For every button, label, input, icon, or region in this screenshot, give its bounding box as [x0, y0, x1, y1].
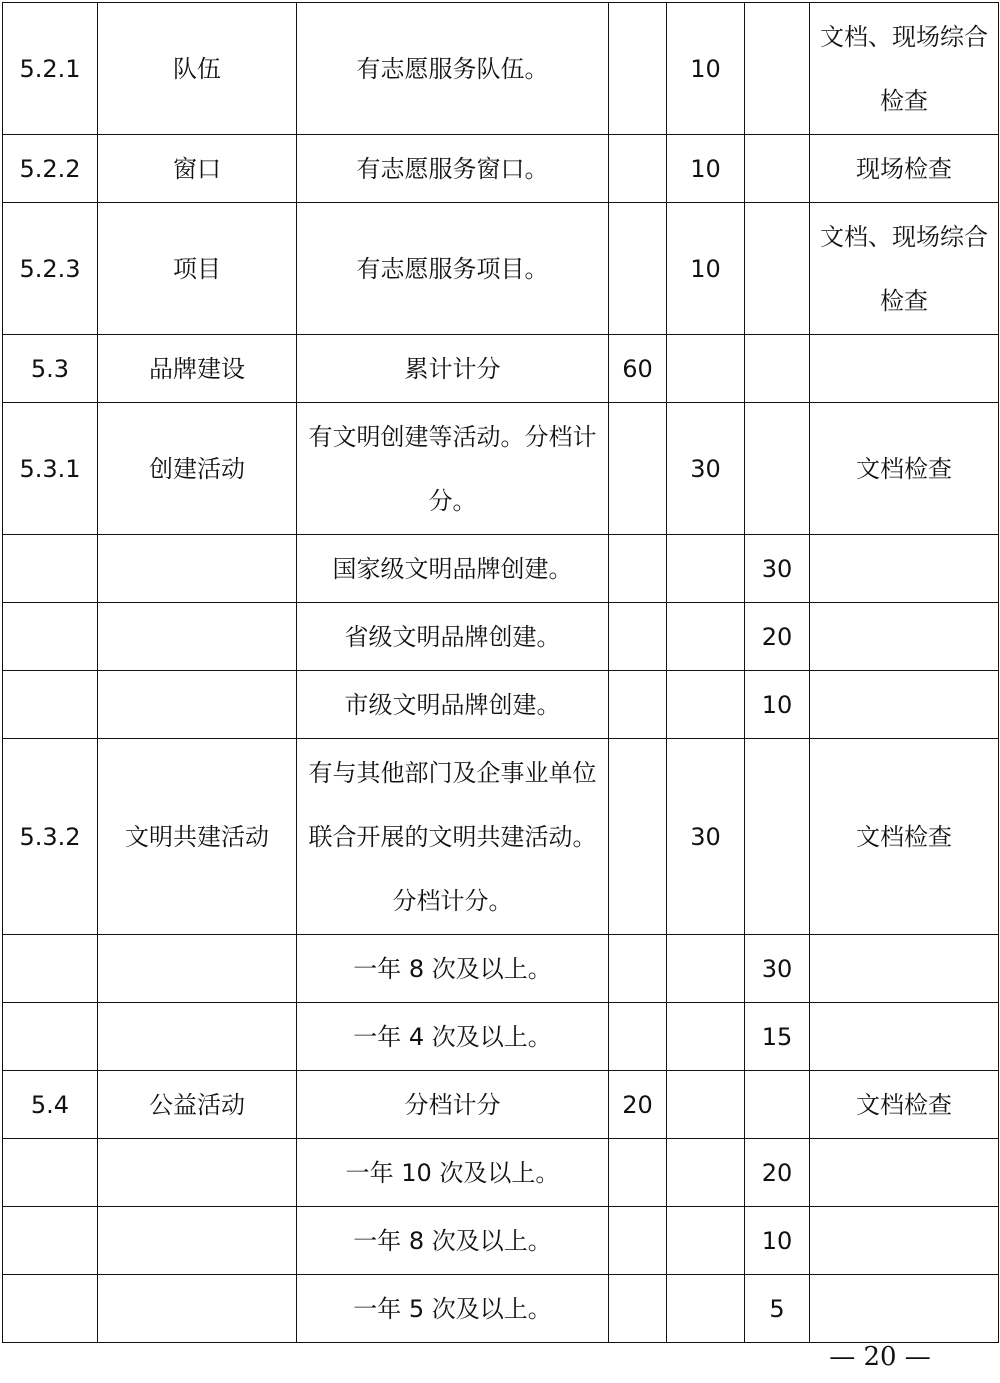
row-code: 5.3.2: [3, 739, 98, 935]
row-tier-score: 30: [745, 935, 810, 1003]
row-check-method: 现场检查: [810, 135, 999, 203]
row-item: [98, 1275, 297, 1343]
row-item-score: 10: [667, 135, 745, 203]
row-group-score: [609, 1003, 667, 1071]
row-tier-score: [745, 403, 810, 535]
row-item-score: [667, 1207, 745, 1275]
row-item-score: [667, 671, 745, 739]
row-group-score: [609, 203, 667, 335]
row-tier-score: 15: [745, 1003, 810, 1071]
row-group-score: [609, 603, 667, 671]
row-group-score: [609, 3, 667, 135]
row-group-score: 60: [609, 335, 667, 403]
table-row: [3, 603, 999, 671]
row-description: 市级文明品牌创建。: [297, 671, 609, 739]
row-tier-score: 10: [745, 671, 810, 739]
table-row: [3, 203, 999, 335]
row-description: 一年 10 次及以上。: [297, 1139, 609, 1207]
table-row: [3, 1071, 999, 1139]
row-description: 有志愿服务队伍。: [297, 3, 609, 135]
row-tier-score: [745, 203, 810, 335]
row-code: 5.3: [3, 335, 98, 403]
table-row: [3, 1003, 999, 1071]
row-check-method: [810, 1003, 999, 1071]
row-item-score: [667, 1003, 745, 1071]
row-description: 累计计分: [297, 335, 609, 403]
row-item-score: [667, 1275, 745, 1343]
table-row: [3, 135, 999, 203]
row-description: 有志愿服务窗口。: [297, 135, 609, 203]
table-row: [3, 671, 999, 739]
row-item: 文明共建活动: [98, 739, 297, 935]
row-item: [98, 1139, 297, 1207]
row-description: 有与其他部门及企事业单位联合开展的文明共建活动。分档计分。: [297, 739, 609, 935]
row-item: 窗口: [98, 135, 297, 203]
row-item: 品牌建设: [98, 335, 297, 403]
row-item-score: 30: [667, 403, 745, 535]
row-check-method: [810, 1207, 999, 1275]
row-item-score: [667, 603, 745, 671]
row-check-method: 文档、现场综合检查: [810, 3, 999, 135]
row-group-score: [609, 739, 667, 935]
row-group-score: [609, 535, 667, 603]
row-tier-score: [745, 335, 810, 403]
row-group-score: [609, 1139, 667, 1207]
row-tier-score: [745, 1071, 810, 1139]
row-item-score: [667, 535, 745, 603]
table-row: [3, 935, 999, 1003]
table-row: [3, 403, 999, 535]
table-row: [3, 1207, 999, 1275]
row-item: [98, 1207, 297, 1275]
row-tier-score: 10: [745, 1207, 810, 1275]
row-code: 5.2.3: [3, 203, 98, 335]
row-item-score: 10: [667, 3, 745, 135]
row-check-method: [810, 1275, 999, 1343]
row-code: [3, 935, 98, 1003]
table-row: [3, 535, 999, 603]
row-code: [3, 1003, 98, 1071]
row-code: [3, 1207, 98, 1275]
row-code: 5.2.1: [3, 3, 98, 135]
row-description: 有文明创建等活动。分档计分。: [297, 403, 609, 535]
row-description: 一年 8 次及以上。: [297, 1207, 609, 1275]
row-check-method: 文档检查: [810, 739, 999, 935]
table-row: [3, 3, 999, 135]
row-group-score: 20: [609, 1071, 667, 1139]
row-tier-score: [745, 739, 810, 935]
row-description: 一年 5 次及以上。: [297, 1275, 609, 1343]
row-description: 一年 8 次及以上。: [297, 935, 609, 1003]
row-group-score: [609, 671, 667, 739]
row-tier-score: 5: [745, 1275, 810, 1343]
row-item: [98, 671, 297, 739]
row-item-score: [667, 335, 745, 403]
row-check-method: [810, 935, 999, 1003]
row-item: [98, 1003, 297, 1071]
row-description: 分档计分: [297, 1071, 609, 1139]
row-item: [98, 603, 297, 671]
row-check-method: [810, 335, 999, 403]
row-group-score: [609, 135, 667, 203]
row-group-score: [609, 935, 667, 1003]
row-check-method: [810, 671, 999, 739]
table-row: [3, 1275, 999, 1343]
row-item: 项目: [98, 203, 297, 335]
scoring-table: [2, 2, 999, 1343]
row-description: 一年 4 次及以上。: [297, 1003, 609, 1071]
row-group-score: [609, 1275, 667, 1343]
row-code: [3, 1139, 98, 1207]
row-item: 创建活动: [98, 403, 297, 535]
row-tier-score: [745, 135, 810, 203]
row-item: [98, 535, 297, 603]
row-item-score: [667, 1139, 745, 1207]
row-check-method: 文档检查: [810, 403, 999, 535]
table-row: [3, 1139, 999, 1207]
row-item-score: 30: [667, 739, 745, 935]
row-item-score: [667, 1071, 745, 1139]
row-check-method: [810, 603, 999, 671]
row-description: 有志愿服务项目。: [297, 203, 609, 335]
row-code: [3, 603, 98, 671]
row-tier-score: 20: [745, 603, 810, 671]
page-number: — 20 —: [829, 1342, 931, 1372]
row-item: 队伍: [98, 3, 297, 135]
row-description: 国家级文明品牌创建。: [297, 535, 609, 603]
table-row: [3, 739, 999, 935]
row-tier-score: [745, 3, 810, 135]
row-check-method: [810, 535, 999, 603]
row-item-score: [667, 935, 745, 1003]
row-group-score: [609, 1207, 667, 1275]
row-description: 省级文明品牌创建。: [297, 603, 609, 671]
row-item: 公益活动: [98, 1071, 297, 1139]
row-code: 5.2.2: [3, 135, 98, 203]
row-check-method: [810, 1139, 999, 1207]
row-check-method: 文档、现场综合检查: [810, 203, 999, 335]
row-item-score: 10: [667, 203, 745, 335]
row-tier-score: 30: [745, 535, 810, 603]
row-item: [98, 935, 297, 1003]
row-group-score: [609, 403, 667, 535]
row-check-method: 文档检查: [810, 1071, 999, 1139]
row-code: [3, 1275, 98, 1343]
row-code: 5.3.1: [3, 403, 98, 535]
row-tier-score: 20: [745, 1139, 810, 1207]
row-code: [3, 671, 98, 739]
row-code: 5.4: [3, 1071, 98, 1139]
row-code: [3, 535, 98, 603]
table-row: [3, 335, 999, 403]
